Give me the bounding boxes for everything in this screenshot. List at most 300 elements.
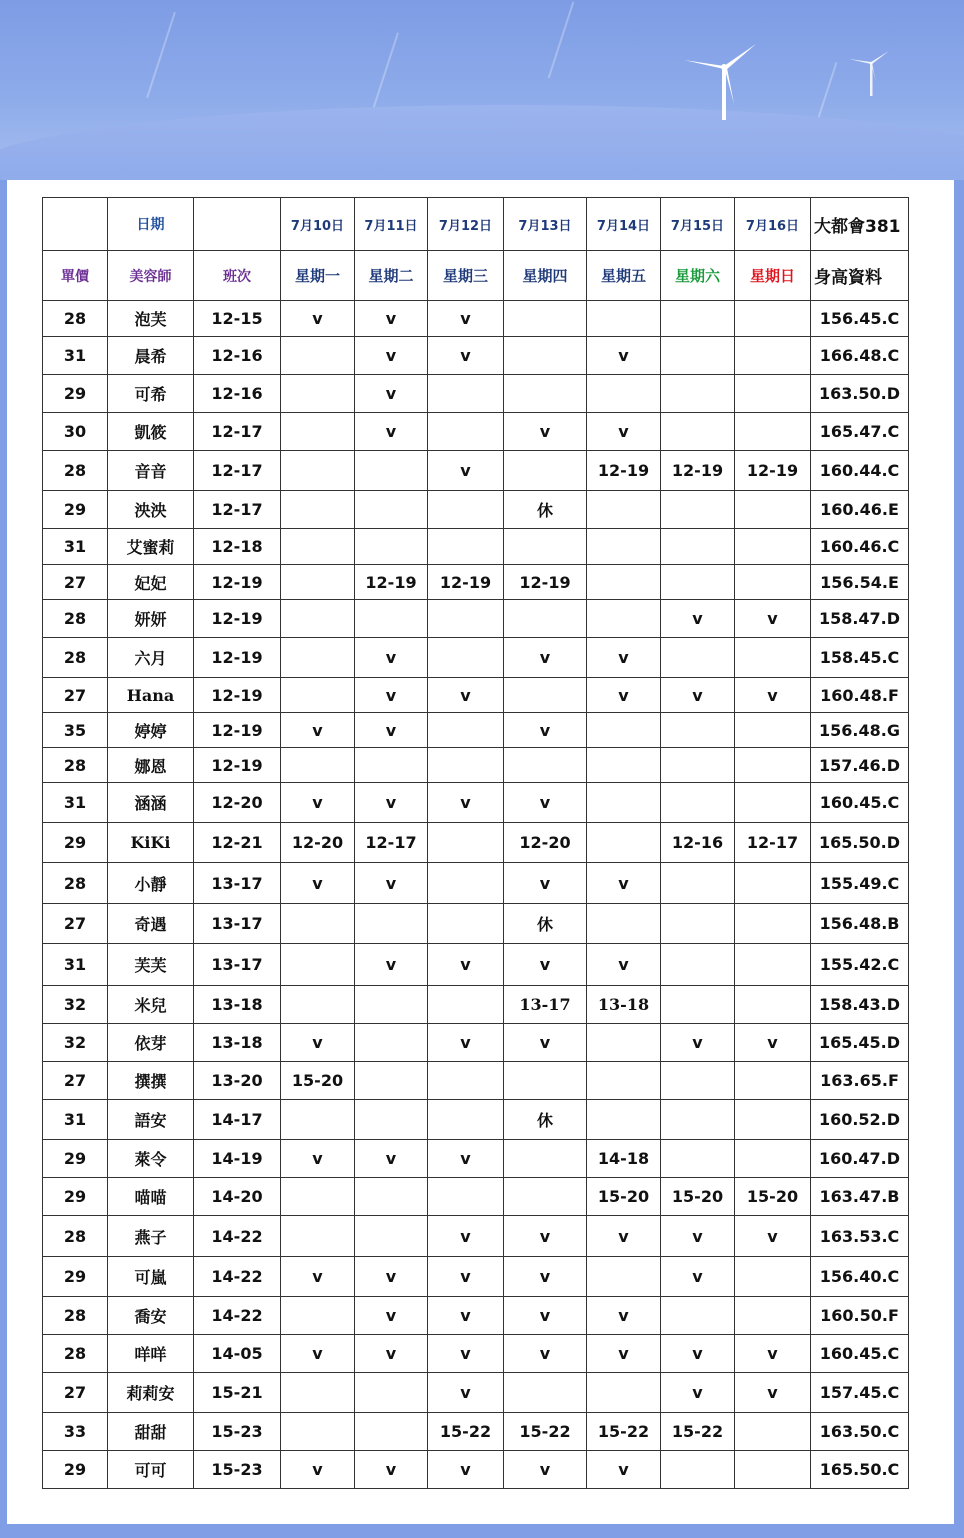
schedule-cell — [428, 529, 504, 565]
table-row — [43, 863, 909, 904]
shift-cell: 13-17 — [194, 904, 281, 944]
schedule-cell — [355, 748, 428, 783]
schedule-cell: 14-18 — [587, 1140, 661, 1178]
table-row — [43, 1335, 909, 1373]
table-row — [43, 337, 909, 375]
schedule-cell — [735, 904, 811, 944]
stylist-name-cell: 芙芙 — [108, 944, 194, 986]
schedule-cell — [735, 1140, 811, 1178]
schedule-cell — [735, 301, 811, 337]
schedule-cell — [587, 904, 661, 944]
schedule-cell — [735, 529, 811, 565]
schedule-cell — [735, 986, 811, 1024]
schedule-cell: v — [355, 1297, 428, 1335]
shift-cell: 12-21 — [194, 823, 281, 863]
height-cell: 163.53.C — [811, 1216, 909, 1257]
shift-cell: 12-19 — [194, 748, 281, 783]
stylist-name-cell: 撰撰 — [108, 1062, 194, 1100]
price-cell: 35 — [43, 713, 108, 748]
schedule-cell — [735, 638, 811, 678]
date-column-header: 7月14日 — [587, 198, 661, 251]
schedule-cell — [587, 1062, 661, 1100]
schedule-cell: v — [661, 1024, 735, 1062]
weekday-header: 星期三 — [428, 251, 504, 301]
stylist-name-cell: 語安 — [108, 1100, 194, 1140]
table-row — [43, 565, 909, 600]
schedule-cell: v — [355, 301, 428, 337]
schedule-cell — [504, 1140, 587, 1178]
schedule-cell — [587, 301, 661, 337]
schedule-cell — [661, 337, 735, 375]
schedule-cell: v — [587, 413, 661, 451]
stylist-name-cell: Hana — [108, 678, 194, 713]
schedule-cell — [428, 713, 504, 748]
schedule-cell: v — [355, 1257, 428, 1297]
schedule-cell — [428, 1178, 504, 1216]
schedule-cell: 15-20 — [281, 1062, 355, 1100]
schedule-cell: v — [504, 1216, 587, 1257]
height-cell: 166.48.C — [811, 337, 909, 375]
schedule-cell — [661, 491, 735, 529]
schedule-cell: v — [281, 713, 355, 748]
schedule-cell — [428, 904, 504, 944]
schedule-cell: 12-20 — [504, 823, 587, 863]
height-cell: 158.47.D — [811, 600, 909, 638]
schedule-cell: v — [281, 863, 355, 904]
schedule-cell: v — [428, 944, 504, 986]
schedule-cell: v — [504, 638, 587, 678]
schedule-cell: v — [355, 783, 428, 823]
schedule-cell: v — [281, 301, 355, 337]
shift-cell: 13-20 — [194, 1062, 281, 1100]
shift-cell: 12-19 — [194, 713, 281, 748]
schedule-cell: 15-22 — [428, 1413, 504, 1451]
schedule-cell — [355, 451, 428, 491]
schedule-cell — [428, 375, 504, 413]
schedule-cell — [355, 1178, 428, 1216]
stylist-name-cell: KiKi — [108, 823, 194, 863]
schedule-cell — [281, 1373, 355, 1413]
stylist-name-cell: 小靜 — [108, 863, 194, 904]
schedule-cell — [661, 1140, 735, 1178]
schedule-cell — [355, 1100, 428, 1140]
schedule-cell — [428, 863, 504, 904]
stylist-name-cell: 可希 — [108, 375, 194, 413]
height-cell: 155.49.C — [811, 863, 909, 904]
wind-turbine-icon — [845, 48, 895, 96]
schedule-cell — [428, 600, 504, 638]
price-cell: 27 — [43, 1062, 108, 1100]
schedule-cell: v — [504, 1335, 587, 1373]
schedule-cell: v — [661, 1373, 735, 1413]
schedule-cell: 13-17 — [504, 986, 587, 1024]
schedule-cell — [428, 491, 504, 529]
stylist-name-cell: 泡芙 — [108, 301, 194, 337]
schedule-cell: v — [587, 678, 661, 713]
date-column-header: 7月15日 — [661, 198, 735, 251]
wind-turbine-icon — [680, 38, 770, 120]
weekday-header: 星期二 — [355, 251, 428, 301]
schedule-cell: v — [428, 1257, 504, 1297]
shift-cell: 12-19 — [194, 678, 281, 713]
schedule-cell — [661, 1100, 735, 1140]
stylist-name-cell: 晨希 — [108, 337, 194, 375]
date-column-header: 7月12日 — [428, 198, 504, 251]
schedule-cell: 12-19 — [504, 565, 587, 600]
schedule-cell: v — [661, 1335, 735, 1373]
schedule-cell: v — [428, 301, 504, 337]
schedule-cell — [281, 337, 355, 375]
height-cell: 165.50.C — [811, 1451, 909, 1489]
schedule-cell: 12-20 — [281, 823, 355, 863]
schedule-cell: 休 — [504, 491, 587, 529]
shift-cell: 12-17 — [194, 491, 281, 529]
height-cell: 158.43.D — [811, 986, 909, 1024]
table-row — [43, 1373, 909, 1413]
schedule-cell — [281, 1413, 355, 1451]
header-blank — [194, 198, 281, 251]
schedule-cell: v — [355, 1451, 428, 1489]
schedule-cell — [735, 863, 811, 904]
schedule-cell — [355, 529, 428, 565]
schedule-cell — [281, 1216, 355, 1257]
schedule-cell — [355, 1373, 428, 1413]
schedule-cell — [281, 1100, 355, 1140]
table-row — [43, 1216, 909, 1257]
schedule-cell — [587, 1373, 661, 1413]
table-row — [43, 301, 909, 337]
schedule-cell: 15-22 — [661, 1413, 735, 1451]
price-cell: 28 — [43, 1297, 108, 1335]
shift-cell: 12-20 — [194, 783, 281, 823]
height-cell: 157.46.D — [811, 748, 909, 783]
schedule-cell: v — [735, 600, 811, 638]
height-cell: 156.48.B — [811, 904, 909, 944]
stylist-name-cell: 燕子 — [108, 1216, 194, 1257]
price-cell: 29 — [43, 823, 108, 863]
price-cell: 32 — [43, 1024, 108, 1062]
header-row-dates — [43, 198, 909, 251]
schedule-table — [42, 197, 909, 1489]
height-cell: 156.48.G — [811, 713, 909, 748]
shift-cell: 13-18 — [194, 1024, 281, 1062]
weekday-header: 星期四 — [504, 251, 587, 301]
table-row — [43, 375, 909, 413]
table-row — [43, 529, 909, 565]
schedule-cell — [735, 783, 811, 823]
price-cell: 27 — [43, 904, 108, 944]
height-cell: 163.47.B — [811, 1178, 909, 1216]
schedule-cell — [355, 986, 428, 1024]
schedule-cell: v — [504, 783, 587, 823]
shift-cell: 15-23 — [194, 1451, 281, 1489]
schedule-cell: v — [735, 1373, 811, 1413]
table-row — [43, 904, 909, 944]
schedule-cell — [504, 1062, 587, 1100]
price-cell: 31 — [43, 1100, 108, 1140]
schedule-cell — [587, 529, 661, 565]
stylist-name-cell: 泱泱 — [108, 491, 194, 529]
schedule-cell: 12-19 — [428, 565, 504, 600]
price-cell: 30 — [43, 413, 108, 451]
schedule-cell — [504, 375, 587, 413]
height-cell: 163.50.D — [811, 375, 909, 413]
schedule-cell — [661, 944, 735, 986]
price-cell: 31 — [43, 944, 108, 986]
schedule-cell — [661, 529, 735, 565]
schedule-cell: v — [428, 337, 504, 375]
schedule-cell: v — [661, 678, 735, 713]
schedule-cell — [661, 1451, 735, 1489]
schedule-cell: v — [281, 783, 355, 823]
weekday-header-sunday: 星期日 — [735, 251, 811, 301]
price-cell: 28 — [43, 1335, 108, 1373]
stylist-name-cell: 萊令 — [108, 1140, 194, 1178]
schedule-cell: 12-19 — [587, 451, 661, 491]
table-row — [43, 1297, 909, 1335]
schedule-cell — [735, 713, 811, 748]
schedule-cell: v — [735, 1024, 811, 1062]
schedule-cell — [735, 491, 811, 529]
price-header: 單價 — [43, 251, 108, 301]
price-cell: 29 — [43, 1140, 108, 1178]
stylist-name-cell: 喵喵 — [108, 1178, 194, 1216]
table-row — [43, 823, 909, 863]
schedule-cell — [281, 1178, 355, 1216]
schedule-cell — [661, 904, 735, 944]
schedule-cell: v — [355, 944, 428, 986]
stylist-name-cell: 六月 — [108, 638, 194, 678]
shift-cell: 12-16 — [194, 375, 281, 413]
schedule-cell — [661, 375, 735, 413]
table-row — [43, 638, 909, 678]
price-cell: 29 — [43, 1451, 108, 1489]
stylist-name-cell: 喬安 — [108, 1297, 194, 1335]
price-cell: 27 — [43, 565, 108, 600]
schedule-cell: 休 — [504, 1100, 587, 1140]
schedule-cell — [661, 565, 735, 600]
stylist-name-cell: 音音 — [108, 451, 194, 491]
height-cell: 160.48.F — [811, 678, 909, 713]
schedule-cell: 15-22 — [587, 1413, 661, 1451]
stylist-name-cell: 可嵐 — [108, 1257, 194, 1297]
schedule-cell — [281, 748, 355, 783]
schedule-cell — [504, 600, 587, 638]
table-row — [43, 678, 909, 713]
price-cell: 29 — [43, 1178, 108, 1216]
schedule-cell — [504, 1178, 587, 1216]
schedule-cell: v — [587, 1451, 661, 1489]
schedule-cell: v — [504, 1451, 587, 1489]
weekday-header-saturday: 星期六 — [661, 251, 735, 301]
stylist-name-cell: 娜恩 — [108, 748, 194, 783]
header-banner — [0, 0, 964, 180]
schedule-cell: v — [355, 713, 428, 748]
table-row — [43, 944, 909, 986]
shift-cell: 12-19 — [194, 600, 281, 638]
schedule-cell — [281, 1297, 355, 1335]
date-column-header: 7月16日 — [735, 198, 811, 251]
schedule-cell: v — [355, 413, 428, 451]
price-cell: 32 — [43, 986, 108, 1024]
schedule-cell: v — [587, 638, 661, 678]
header-row-weekdays — [43, 251, 909, 301]
schedule-cell: v — [428, 1297, 504, 1335]
schedule-cell: v — [504, 713, 587, 748]
schedule-cell: v — [281, 1024, 355, 1062]
date-column-header: 7月13日 — [504, 198, 587, 251]
stylist-name-cell: 涵涵 — [108, 783, 194, 823]
stylist-name-cell: 奇遇 — [108, 904, 194, 944]
schedule-cell — [661, 1062, 735, 1100]
schedule-cell — [661, 863, 735, 904]
schedule-cell — [735, 1451, 811, 1489]
height-cell: 165.45.D — [811, 1024, 909, 1062]
schedule-cell — [587, 748, 661, 783]
schedule-cell: v — [587, 1216, 661, 1257]
schedule-cell: 12-17 — [355, 823, 428, 863]
schedule-cell — [281, 565, 355, 600]
schedule-cell: v — [355, 375, 428, 413]
table-row — [43, 1413, 909, 1451]
schedule-cell — [587, 491, 661, 529]
schedule-cell: v — [428, 1451, 504, 1489]
schedule-cell: v — [428, 1216, 504, 1257]
height-header: 身高資料 — [811, 251, 909, 301]
stylist-name-cell: 米兒 — [108, 986, 194, 1024]
schedule-cell: v — [661, 600, 735, 638]
shift-cell: 14-22 — [194, 1297, 281, 1335]
schedule-cell — [281, 944, 355, 986]
schedule-cell: v — [587, 863, 661, 904]
table-row — [43, 1451, 909, 1489]
schedule-cell: v — [281, 1140, 355, 1178]
schedule-cell — [735, 337, 811, 375]
schedule-cell — [661, 783, 735, 823]
schedule-cell: 12-17 — [735, 823, 811, 863]
table-row — [43, 1024, 909, 1062]
schedule-cell — [735, 1297, 811, 1335]
stylist-name-cell: 咩咩 — [108, 1335, 194, 1373]
stylist-name-cell: 甜甜 — [108, 1413, 194, 1451]
schedule-cell: v — [355, 863, 428, 904]
schedule-cell: 12-19 — [735, 451, 811, 491]
stylist-name-cell: 可可 — [108, 1451, 194, 1489]
schedule-cell: v — [355, 678, 428, 713]
schedule-cell — [587, 375, 661, 413]
schedule-cell: v — [428, 451, 504, 491]
schedule-cell: v — [735, 678, 811, 713]
weekday-header: 星期五 — [587, 251, 661, 301]
header-blank — [43, 198, 108, 251]
schedule-cell: v — [428, 1024, 504, 1062]
schedule-cell — [281, 678, 355, 713]
height-cell: 157.45.C — [811, 1373, 909, 1413]
price-cell: 28 — [43, 638, 108, 678]
schedule-cell — [504, 337, 587, 375]
schedule-cell — [355, 1413, 428, 1451]
schedule-cell: v — [661, 1216, 735, 1257]
stylist-name-cell: 婷婷 — [108, 713, 194, 748]
schedule-cell — [281, 986, 355, 1024]
schedule-cell: v — [428, 678, 504, 713]
stylist-name-cell: 妍妍 — [108, 600, 194, 638]
schedule-cell: v — [355, 638, 428, 678]
height-cell: 160.44.C — [811, 451, 909, 491]
shift-cell: 14-20 — [194, 1178, 281, 1216]
price-cell: 28 — [43, 1216, 108, 1257]
schedule-cell — [735, 413, 811, 451]
schedule-cell: v — [504, 1257, 587, 1297]
table-row — [43, 1062, 909, 1100]
schedule-cell — [735, 1257, 811, 1297]
schedule-cell — [661, 748, 735, 783]
schedule-cell: v — [587, 1297, 661, 1335]
shift-cell: 14-19 — [194, 1140, 281, 1178]
schedule-cell — [428, 413, 504, 451]
date-column-header: 7月10日 — [281, 198, 355, 251]
name-header: 美容師 — [108, 251, 194, 301]
schedule-cell — [355, 491, 428, 529]
schedule-cell: v — [355, 1140, 428, 1178]
table-row — [43, 451, 909, 491]
schedule-cell — [504, 301, 587, 337]
stylist-name-cell: 艾蜜莉 — [108, 529, 194, 565]
table-row — [43, 986, 909, 1024]
shift-cell: 12-17 — [194, 413, 281, 451]
schedule-cell: 12-19 — [661, 451, 735, 491]
schedule-cell — [735, 375, 811, 413]
price-cell: 28 — [43, 748, 108, 783]
height-cell: 160.45.C — [811, 1335, 909, 1373]
schedule-cell: 15-20 — [587, 1178, 661, 1216]
schedule-cell — [355, 1024, 428, 1062]
schedule-cell: v — [735, 1335, 811, 1373]
shift-header: 班次 — [194, 251, 281, 301]
schedule-cell — [428, 823, 504, 863]
date-header-label: 日期 — [108, 198, 194, 251]
schedule-cell: v — [355, 337, 428, 375]
height-cell: 163.65.F — [811, 1062, 909, 1100]
shift-cell: 12-15 — [194, 301, 281, 337]
schedule-cell — [587, 1024, 661, 1062]
shift-cell: 12-19 — [194, 638, 281, 678]
table-row — [43, 1257, 909, 1297]
price-cell: 31 — [43, 337, 108, 375]
table-row — [43, 491, 909, 529]
schedule-cell: v — [355, 1335, 428, 1373]
schedule-cell — [661, 638, 735, 678]
schedule-cell — [355, 600, 428, 638]
height-cell: 165.47.C — [811, 413, 909, 451]
shift-cell: 12-17 — [194, 451, 281, 491]
schedule-cell: v — [428, 1373, 504, 1413]
schedule-cell — [735, 1413, 811, 1451]
price-cell: 28 — [43, 863, 108, 904]
table-row — [43, 1100, 909, 1140]
schedule-cell — [587, 565, 661, 600]
shift-cell: 14-17 — [194, 1100, 281, 1140]
schedule-cell — [428, 1100, 504, 1140]
height-cell: 158.45.C — [811, 638, 909, 678]
height-cell: 160.47.D — [811, 1140, 909, 1178]
table-row — [43, 600, 909, 638]
height-cell: 163.50.C — [811, 1413, 909, 1451]
schedule-cell — [735, 1100, 811, 1140]
date-column-header: 7月11日 — [355, 198, 428, 251]
stylist-name-cell: 依芽 — [108, 1024, 194, 1062]
location-header: 大都會381 — [811, 198, 909, 251]
